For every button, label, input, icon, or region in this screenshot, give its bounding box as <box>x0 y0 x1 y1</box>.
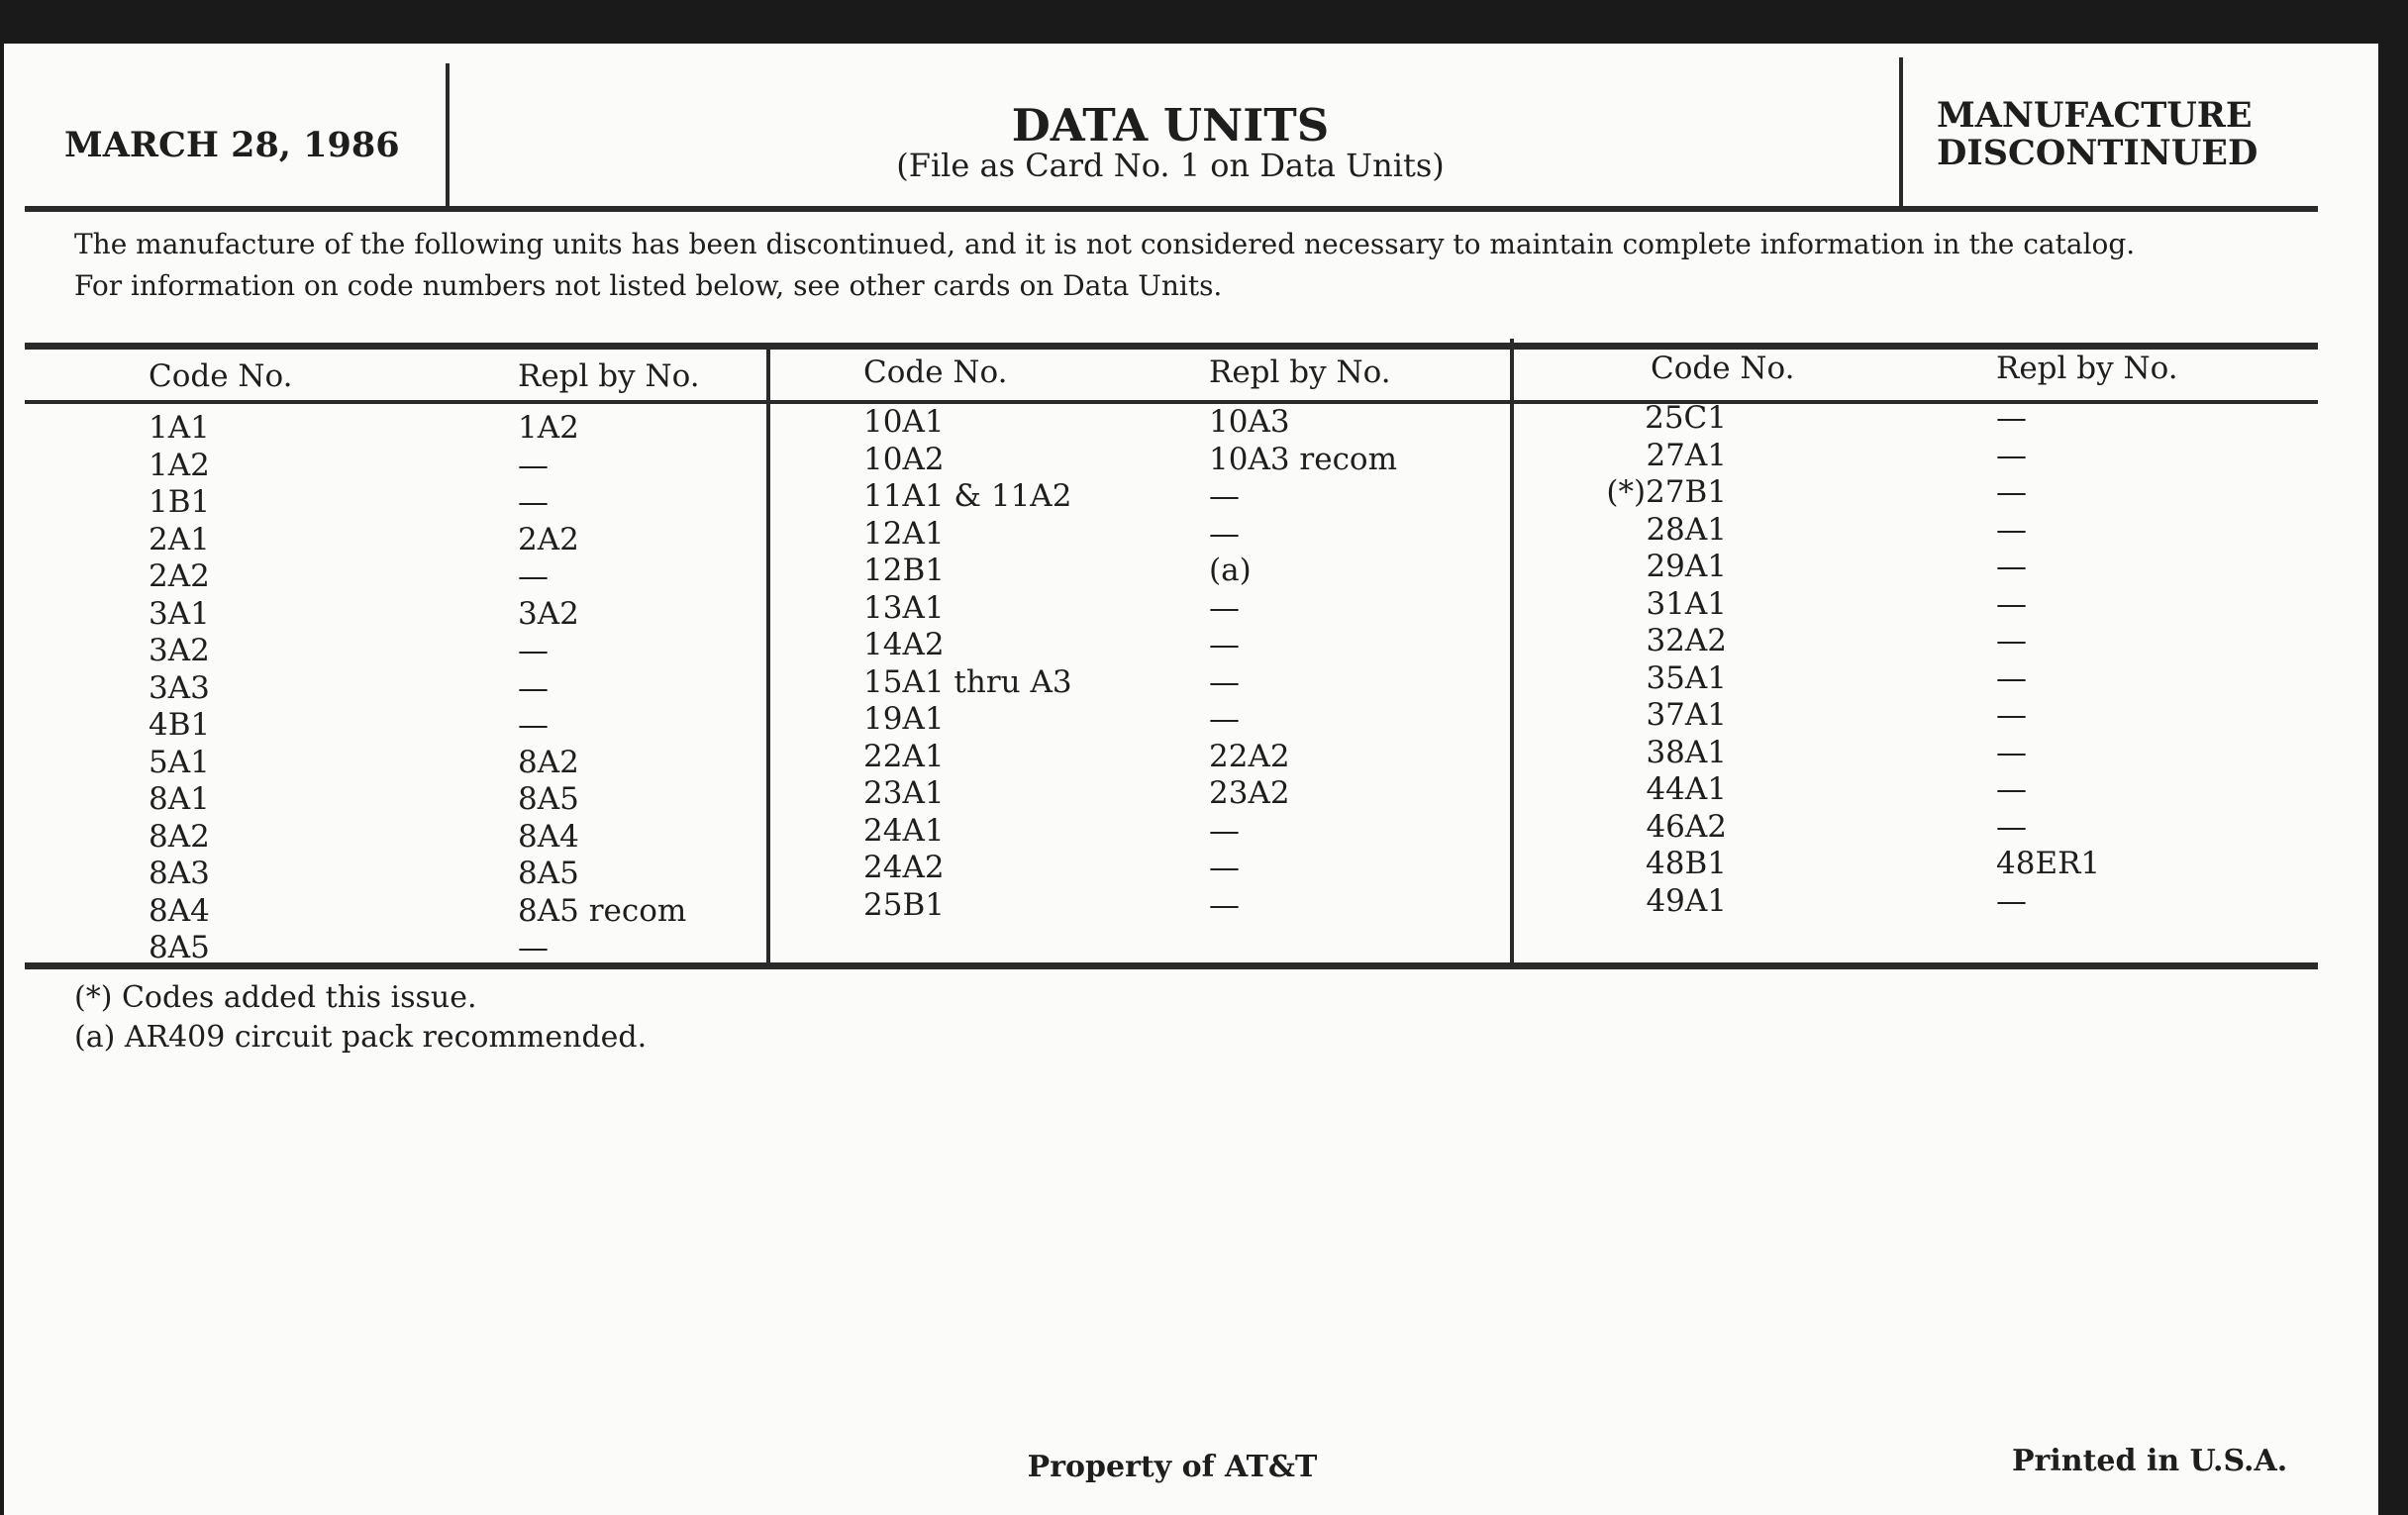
col-header-code-2: Code No. <box>863 354 1008 390</box>
col-header-repl-2: Repl by No. <box>1209 354 1391 390</box>
code-cell: 25B1 <box>863 886 945 923</box>
code-cell: 2A1 <box>149 521 210 557</box>
repl-cell: — <box>1996 437 2027 473</box>
repl-cell: 3A2 <box>518 595 579 632</box>
code-cell: 8A4 <box>149 892 210 929</box>
code-cell: 27A1 <box>1646 437 1727 473</box>
code-cell: 1A2 <box>149 447 210 483</box>
code-cell: 19A1 <box>863 701 945 737</box>
catalog-card <box>4 44 2378 1515</box>
status-line-2: DISCONTINUED <box>1937 133 2258 173</box>
repl-column-1 <box>518 410 686 967</box>
code-cell: 12A1 <box>863 515 945 552</box>
repl-cell: — <box>1209 589 1240 626</box>
code-cell: 1A1 <box>149 410 210 446</box>
code-cell: 11A1 & 11A2 <box>863 478 1072 514</box>
repl-cell: 8A5 <box>518 781 579 817</box>
table-bottom-rule <box>25 962 2318 969</box>
code-cell: 22A1 <box>863 738 945 774</box>
code-cell: 8A3 <box>149 856 210 891</box>
header-rule <box>25 206 2318 212</box>
code-cell: 29A1 <box>1646 549 1727 584</box>
repl-cell: 1A2 <box>518 410 579 446</box>
repl-cell: 23A2 <box>1209 775 1290 811</box>
repl-cell: — <box>518 930 549 965</box>
repl-cell: — <box>518 669 549 706</box>
repl-cell: 10A3 recom <box>1209 441 1397 477</box>
repl-cell: — <box>518 633 549 668</box>
code-cell: 13A1 <box>863 589 945 626</box>
repl-cell: — <box>1996 585 2027 622</box>
code-cell: 31A1 <box>1646 585 1727 622</box>
code-cell: 3A2 <box>149 633 210 668</box>
repl-cell: — <box>518 484 549 520</box>
code-cell: 49A1 <box>1646 882 1727 919</box>
printed-notice: Printed in U.S.A. <box>2012 1444 2288 1478</box>
code-column-2 <box>863 404 1072 924</box>
intro-line-2: For information on code numbers not listed below, see other cards on Data Units. <box>74 269 1223 302</box>
code-cell: 10A2 <box>863 441 945 477</box>
intro-line-1: The manufacture of the following units has been discontinued, and it is not considered necessary to maintain complete information in the catalog. <box>74 228 2136 260</box>
col-header-code-1: Code No. <box>149 358 293 394</box>
repl-cell: 2A2 <box>518 521 579 557</box>
card-subtitle: (File as Card No. 1 on Data Units) <box>896 147 1445 184</box>
repl-cell: 22A2 <box>1209 738 1290 774</box>
repl-cell: — <box>1209 886 1240 923</box>
repl-cell: — <box>1209 478 1240 514</box>
code-cell: 24A2 <box>863 850 945 885</box>
code-cell: 14A2 <box>863 627 945 662</box>
code-cell: 3A1 <box>149 595 210 632</box>
repl-cell: 8A5 <box>518 856 579 891</box>
repl-cell: — <box>1209 663 1240 700</box>
col-header-code-3: Code No. <box>1651 351 1795 386</box>
footnote-asterisk: (*) Codes added this issue. <box>74 980 477 1015</box>
repl-cell: — <box>1996 882 2027 919</box>
repl-cell: 8A5 recom <box>518 892 687 929</box>
header-divider-left <box>446 63 450 210</box>
code-column-3 <box>1598 400 1727 920</box>
repl-cell: — <box>1996 400 2027 436</box>
status-line-1: MANUFACTURE <box>1937 95 2253 136</box>
code-cell: 37A1 <box>1646 697 1727 733</box>
col-header-repl-3: Repl by No. <box>1996 351 2178 386</box>
table-top-rule <box>25 343 2318 350</box>
code-cell: 15A1 thru A3 <box>863 663 1072 700</box>
repl-cell: — <box>1996 549 2027 584</box>
repl-cell: 48ER1 <box>1996 846 2101 881</box>
code-cell: 3A3 <box>149 669 210 706</box>
code-cell: 8A5 <box>149 930 210 965</box>
code-cell: 12B1 <box>863 553 945 588</box>
repl-cell: — <box>1209 627 1240 662</box>
code-cell: 44A1 <box>1646 771 1727 807</box>
table-divider-1 <box>766 343 770 966</box>
code-cell: 46A2 <box>1646 808 1727 845</box>
repl-cell: — <box>1996 697 2027 733</box>
repl-column-2 <box>1209 404 1397 924</box>
repl-cell: — <box>1996 771 2027 807</box>
repl-cell: 10A3 <box>1209 404 1290 440</box>
code-cell: 8A2 <box>149 818 210 855</box>
repl-cell: — <box>1209 701 1240 737</box>
repl-cell: — <box>1996 734 2027 770</box>
card-title: DATA UNITS <box>1011 99 1330 152</box>
footnote-a: (a) AR409 circuit pack recommended. <box>74 1020 648 1055</box>
code-cell: 28A1 <box>1646 511 1727 548</box>
code-cell: 32A2 <box>1646 623 1727 658</box>
status-label <box>1937 97 2258 172</box>
code-cell: 10A1 <box>863 404 945 440</box>
repl-cell: — <box>1996 808 2027 845</box>
repl-cell: (a) <box>1209 553 1252 588</box>
table-header-rule <box>25 400 2318 404</box>
repl-cell: — <box>1209 850 1240 885</box>
issue-date: MARCH 28, 1986 <box>64 125 400 165</box>
repl-cell: — <box>518 558 549 594</box>
repl-column-3 <box>1996 400 2100 920</box>
repl-cell: — <box>1996 659 2027 696</box>
header-divider-right <box>1899 57 1903 206</box>
repl-cell: 8A4 <box>518 818 579 855</box>
repl-cell: — <box>1209 812 1240 849</box>
repl-cell: — <box>518 447 549 483</box>
code-cell: 38A1 <box>1646 734 1727 770</box>
repl-cell: — <box>1996 474 2027 510</box>
code-cell: 25C1 <box>1645 400 1727 436</box>
code-cell: 24A1 <box>863 812 945 849</box>
repl-cell: — <box>1996 623 2027 658</box>
repl-cell: — <box>1209 515 1240 552</box>
code-cell: 35A1 <box>1646 659 1727 696</box>
repl-cell: — <box>518 707 549 743</box>
code-cell: 4B1 <box>149 707 211 743</box>
code-cell: 8A1 <box>149 781 210 817</box>
code-cell: 2A2 <box>149 558 210 594</box>
code-cell: 48B1 <box>1646 846 1727 881</box>
code-column-1 <box>149 410 210 967</box>
code-cell: 1B1 <box>149 484 211 520</box>
col-header-repl-1: Repl by No. <box>518 358 700 394</box>
code-cell: 5A1 <box>149 744 210 780</box>
table-divider-2 <box>1510 339 1514 966</box>
repl-cell: — <box>1996 511 2027 548</box>
property-notice: Property of AT&T <box>1027 1450 1318 1484</box>
repl-cell: 8A2 <box>518 744 579 780</box>
code-cell: (*)27B1 <box>1606 474 1727 510</box>
code-cell: 23A1 <box>863 775 945 811</box>
